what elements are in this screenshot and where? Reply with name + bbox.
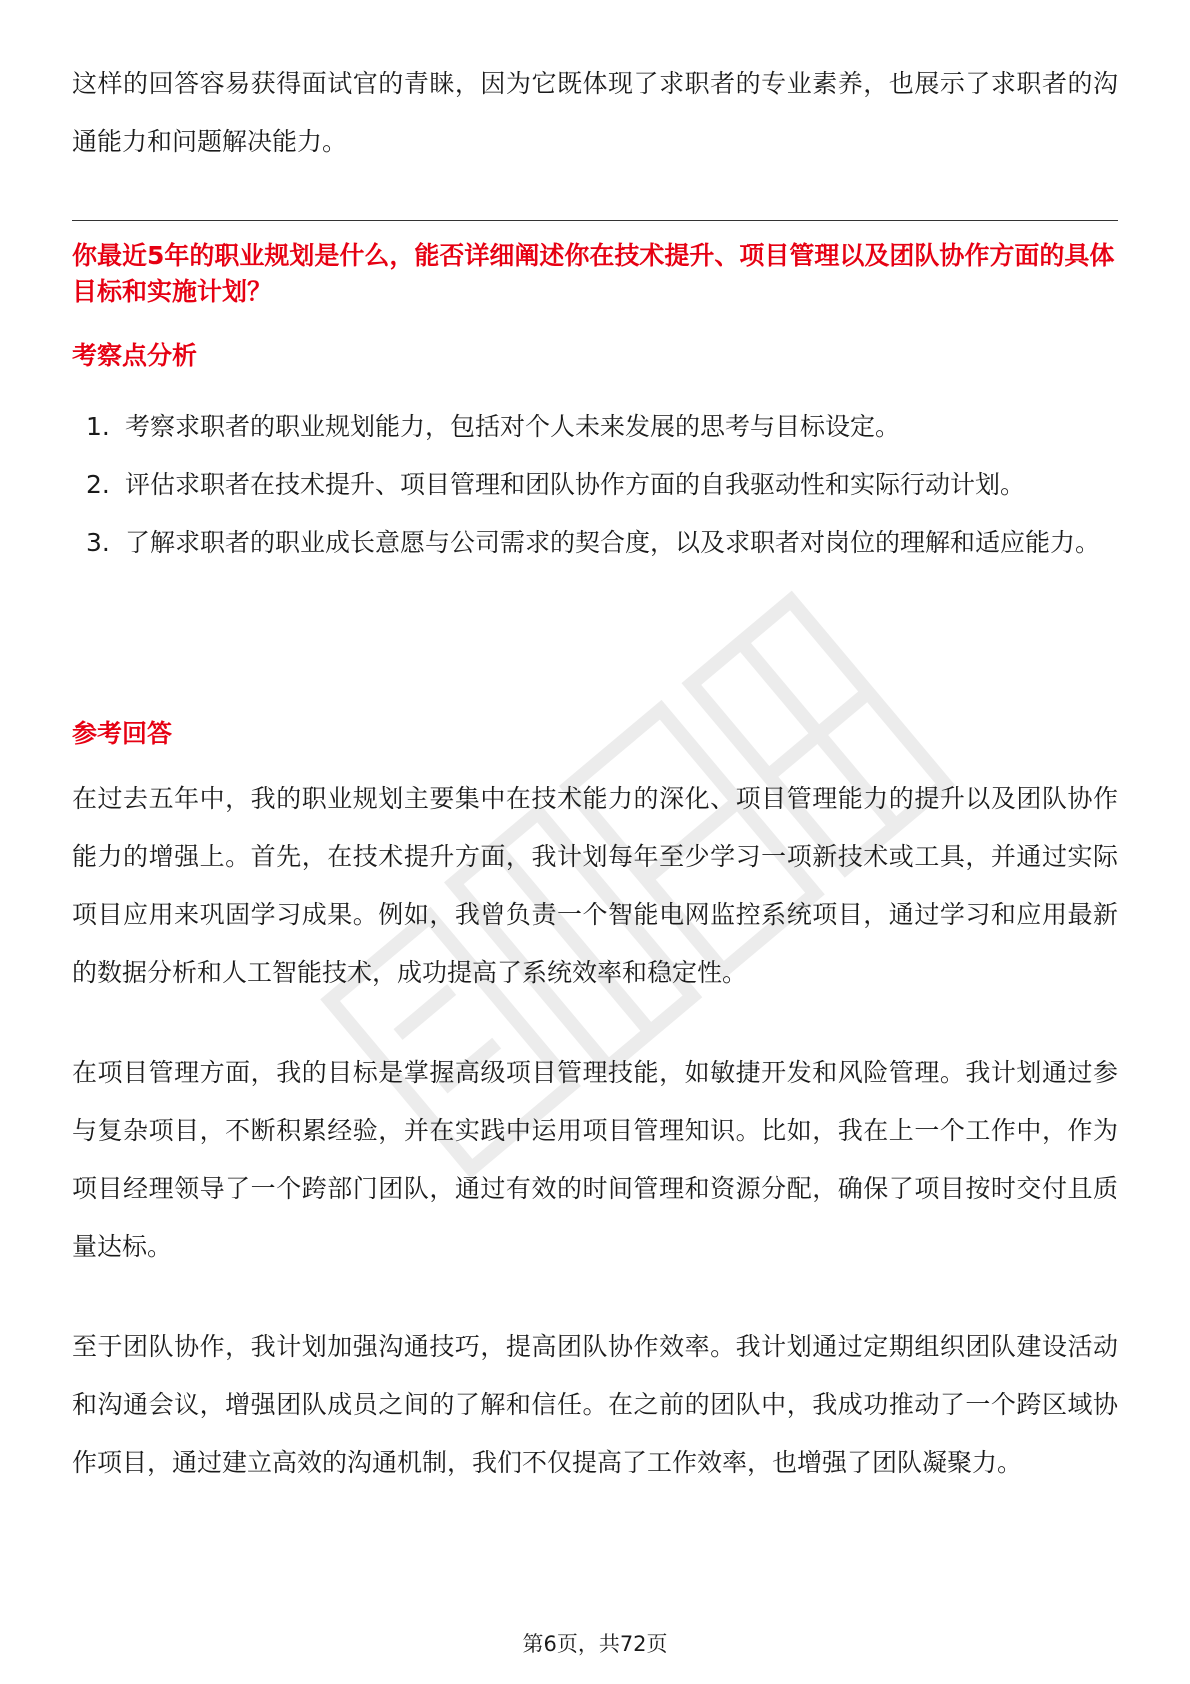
page-footer: 第6页，共72页: [522, 1632, 668, 1656]
answer-heading: 参考回答: [72, 719, 173, 748]
answer-body: [72, 770, 1118, 1534]
list-item-text: 考察求职者的职业规划能力，包括对个人未来发展的思考与目标设定。: [125, 412, 901, 441]
list-item-number: 3.: [86, 528, 110, 557]
analysis-list: [72, 398, 1118, 572]
list-item-text: 评估求职者在技术提升、项目管理和团队协作方面的自我驱动性和实际行动计划。: [125, 470, 1026, 499]
answer-paragraph: 在项目管理方面，我的目标是掌握高级项目管理技能，如敏捷开发和风险管理。我计划通过参与复杂项目，不断积累经验，并在实践中运用项目管理知识。比如，我在上一个工作中，作为项目经理领导了一个跨部门团队，通过有效的时间管理和资源分配，确保了项目按时交付且质量达标。: [72, 1058, 1118, 1261]
list-item: [72, 456, 1118, 514]
question-title: 你最近5年的职业规划是什么，能否详细阐述你在技术提升、项目管理以及团队协作方面的具体目标和实施计划？: [72, 241, 1115, 306]
answer-paragraph: 在过去五年中，我的职业规划主要集中在技术能力的深化、项目管理能力的提升以及团队协作能力的增强上。首先，在技术提升方面，我计划每年至少学习一项新技术或工具，并通过实际项目应用来巩固学习成果。例如，我曾负责一个智能电网监控系统项目，通过学习和应用最新的数据分析和人工智能技术，成功提高了系统效率和稳定性。: [72, 784, 1118, 987]
list-item-text: 了解求职者的职业成长意愿与公司需求的契合度，以及求职者对岗位的理解和适应能力。: [125, 528, 1101, 557]
intro-paragraph: 这样的回答容易获得面试官的青睐，因为它既体现了求职者的专业素养，也展示了求职者的沟通能力和问题解决能力。: [72, 69, 1118, 156]
list-item-number: 2.: [86, 470, 110, 499]
answer-paragraph: 至于团队协作，我计划加强沟通技巧，提高团队协作效率。我计划通过定期组织团队建设活动和沟通会议，增强团队成员之间的了解和信任。在之前的团队中，我成功推动了一个跨区域协作项目，通过建立高效的沟通机制，我们不仅提高了工作效率，也增强了团队凝聚力。: [72, 1332, 1118, 1477]
list-item: [72, 514, 1118, 572]
section-divider: [72, 220, 1118, 221]
list-item-number: 1.: [86, 412, 110, 441]
analysis-heading: 考察点分析: [72, 341, 198, 370]
list-item: [72, 398, 1118, 456]
